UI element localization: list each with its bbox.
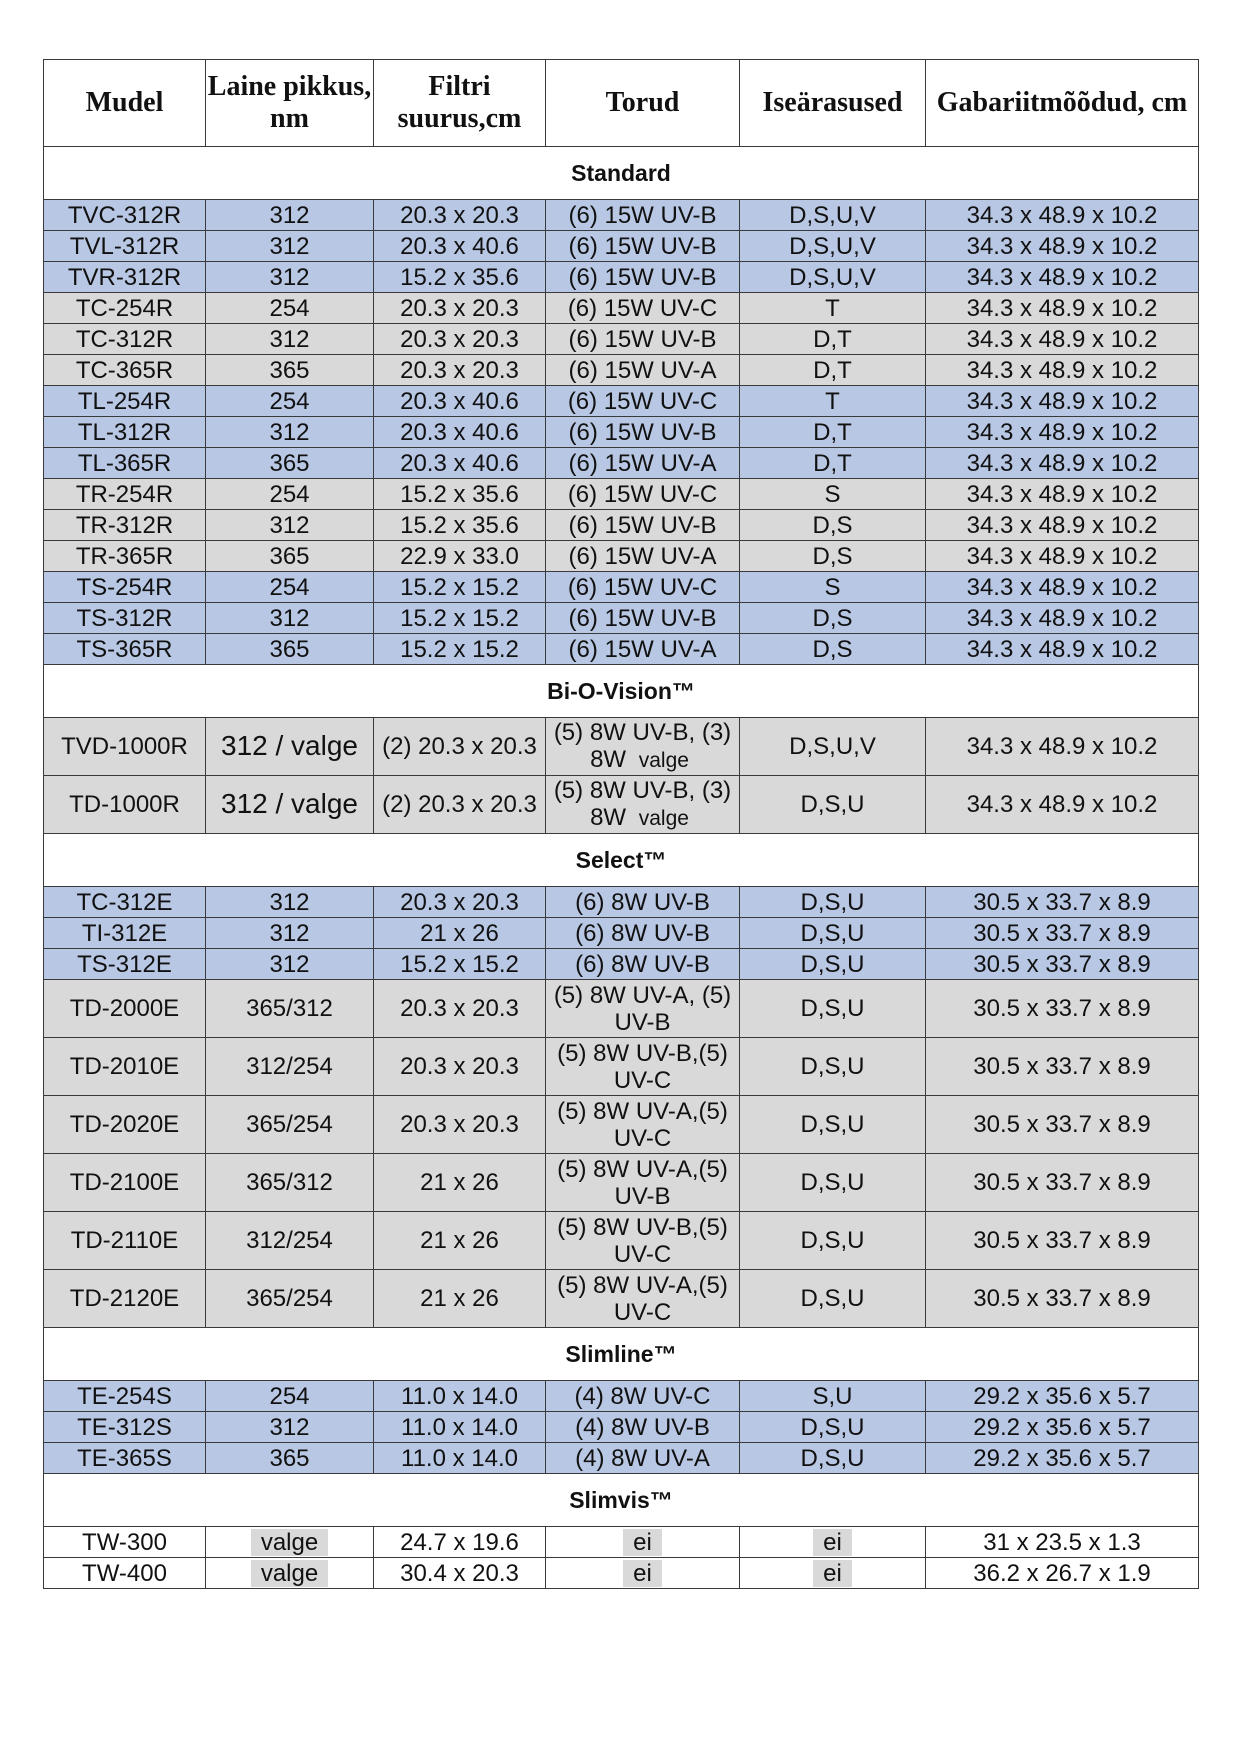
- cell-tubes: (4) 8W UV-B: [546, 1412, 740, 1443]
- cell-features: [740, 1558, 926, 1589]
- cell-dimensions: 34.3 x 48.9 x 10.2: [926, 417, 1199, 448]
- table-row: [44, 1412, 1199, 1443]
- cell-tubes: [546, 1558, 740, 1589]
- cell-model: TW-400: [44, 1558, 206, 1589]
- cell-tubes-value: ei: [623, 1529, 662, 1556]
- cell-wavelength: 254: [206, 1381, 374, 1412]
- cell-model: TVR-312R: [44, 262, 206, 293]
- cell-features: [740, 1527, 926, 1558]
- cell-wavelength: 365: [206, 634, 374, 665]
- table-row: [44, 541, 1199, 572]
- cell-wavelength: 312: [206, 200, 374, 231]
- table-row: [44, 386, 1199, 417]
- cell-filter-size: 20.3 x 40.6: [374, 417, 546, 448]
- cell-features: D,S: [740, 541, 926, 572]
- cell-tubes: (6) 15W UV-B: [546, 200, 740, 231]
- cell-dimensions: 34.3 x 48.9 x 10.2: [926, 262, 1199, 293]
- cell-filter-size: 20.3 x 20.3: [374, 355, 546, 386]
- cell-tubes-highlight: valge: [633, 749, 695, 772]
- cell-model: TVL-312R: [44, 231, 206, 262]
- cell-filter-size: 11.0 x 14.0: [374, 1443, 546, 1474]
- cell-tubes: (6) 15W UV-A: [546, 541, 740, 572]
- cell-model: TE-254S: [44, 1381, 206, 1412]
- section-title: Standard: [44, 147, 1199, 200]
- cell-features: T: [740, 293, 926, 324]
- cell-model: TL-312R: [44, 417, 206, 448]
- cell-wavelength: 365: [206, 355, 374, 386]
- table-row: [44, 1443, 1199, 1474]
- cell-wavelength: 312: [206, 949, 374, 980]
- cell-tubes: (6) 15W UV-B: [546, 324, 740, 355]
- header-features: Iseärasused: [740, 60, 926, 147]
- cell-features: D,S,U,V: [740, 262, 926, 293]
- cell-features: D,S,U: [740, 1038, 926, 1096]
- cell-model: TS-312E: [44, 949, 206, 980]
- cell-filter-size: 24.7 x 19.6: [374, 1527, 546, 1558]
- table-row: [44, 980, 1199, 1038]
- table-row: [44, 262, 1199, 293]
- cell-dimensions: 30.5 x 33.7 x 8.9: [926, 918, 1199, 949]
- cell-features: D,S: [740, 603, 926, 634]
- cell-model: TS-365R: [44, 634, 206, 665]
- cell-dimensions: 34.3 x 48.9 x 10.2: [926, 200, 1199, 231]
- cell-tubes: (6) 15W UV-B: [546, 510, 740, 541]
- cell-tubes: (5) 8W UV-B,(5) UV-C: [546, 1212, 740, 1270]
- cell-filter-size: 15.2 x 35.6: [374, 262, 546, 293]
- header-filter-size: Filtri suurus,cm: [374, 60, 546, 147]
- cell-filter-size: 15.2 x 35.6: [374, 479, 546, 510]
- cell-tubes: (6) 15W UV-B: [546, 417, 740, 448]
- cell-tubes: (5) 8W UV-A, (5) UV-B: [546, 980, 740, 1038]
- cell-dimensions: 29.2 x 35.6 x 5.7: [926, 1412, 1199, 1443]
- table-row: [44, 1381, 1199, 1412]
- cell-dimensions: 31 x 23.5 x 1.3: [926, 1527, 1199, 1558]
- cell-model: TVC-312R: [44, 200, 206, 231]
- cell-tubes: (6) 8W UV-B: [546, 949, 740, 980]
- cell-dimensions: 34.3 x 48.9 x 10.2: [926, 510, 1199, 541]
- table-row: [44, 1154, 1199, 1212]
- cell-filter-size: 11.0 x 14.0: [374, 1381, 546, 1412]
- cell-wavelength-value: valge: [251, 1560, 328, 1587]
- cell-tubes: (5) 8W UV-A,(5) UV-B: [546, 1154, 740, 1212]
- cell-tubes: [546, 718, 740, 776]
- cell-wavelength: 312: [206, 262, 374, 293]
- cell-tubes: (6) 15W UV-C: [546, 293, 740, 324]
- cell-features: D,S,U: [740, 1270, 926, 1328]
- table-row: [44, 634, 1199, 665]
- cell-model: TC-312R: [44, 324, 206, 355]
- cell-wavelength: [206, 776, 374, 834]
- cell-wavelength: 365/254: [206, 1096, 374, 1154]
- cell-features: D,S,U: [740, 980, 926, 1038]
- table-row: [44, 231, 1199, 262]
- cell-tubes: (6) 15W UV-C: [546, 479, 740, 510]
- cell-model: TD-2020E: [44, 1096, 206, 1154]
- cell-dimensions: 34.3 x 48.9 x 10.2: [926, 355, 1199, 386]
- cell-features: D,S,U,V: [740, 231, 926, 262]
- section-header-row: [44, 147, 1199, 200]
- cell-features-value: ei: [813, 1529, 852, 1556]
- cell-features: D,S,U: [740, 776, 926, 834]
- cell-dimensions: 34.3 x 48.9 x 10.2: [926, 324, 1199, 355]
- cell-dimensions: 34.3 x 48.9 x 10.2: [926, 448, 1199, 479]
- cell-filter-size: 30.4 x 20.3: [374, 1558, 546, 1589]
- table-row: [44, 1038, 1199, 1096]
- table-row: [44, 510, 1199, 541]
- cell-wavelength: 365/254: [206, 1270, 374, 1328]
- cell-filter-size: (2) 20.3 x 20.3: [374, 718, 546, 776]
- table-row: [44, 1558, 1199, 1589]
- cell-features-value: ei: [813, 1560, 852, 1587]
- cell-filter-size: 21 x 26: [374, 1154, 546, 1212]
- header-dimensions: Gabariitmõõdud, cm: [926, 60, 1199, 147]
- cell-tubes: [546, 1527, 740, 1558]
- table-row: [44, 572, 1199, 603]
- cell-wavelength: 365: [206, 541, 374, 572]
- cell-wavelength: 365/312: [206, 980, 374, 1038]
- cell-wavelength-value: 312 / valge: [211, 730, 368, 761]
- cell-wavelength: [206, 1558, 374, 1589]
- cell-model: TE-365S: [44, 1443, 206, 1474]
- cell-wavelength: 365: [206, 448, 374, 479]
- table-row: [44, 448, 1199, 479]
- cell-features: D,T: [740, 448, 926, 479]
- cell-tubes-text: (5) 8W UV-B, (3) 8W: [553, 777, 732, 831]
- cell-tubes: (6) 8W UV-B: [546, 887, 740, 918]
- cell-filter-size: 15.2 x 15.2: [374, 603, 546, 634]
- cell-model: TC-312E: [44, 887, 206, 918]
- cell-tubes: (6) 15W UV-B: [546, 231, 740, 262]
- table-row: [44, 324, 1199, 355]
- table-row: [44, 776, 1199, 834]
- cell-model: TD-2010E: [44, 1038, 206, 1096]
- table-row: [44, 479, 1199, 510]
- cell-features: D,S,U: [740, 949, 926, 980]
- cell-filter-size: 20.3 x 20.3: [374, 293, 546, 324]
- cell-wavelength-value: 312 / valge: [211, 788, 368, 819]
- cell-wavelength: 312/254: [206, 1212, 374, 1270]
- cell-tubes: [546, 776, 740, 834]
- cell-features: D,T: [740, 324, 926, 355]
- cell-model: TVD-1000R: [44, 718, 206, 776]
- cell-filter-size: 20.3 x 40.6: [374, 448, 546, 479]
- cell-tubes: (6) 15W UV-A: [546, 634, 740, 665]
- cell-dimensions: 30.5 x 33.7 x 8.9: [926, 887, 1199, 918]
- cell-model: TD-2000E: [44, 980, 206, 1038]
- cell-features: D,S,U: [740, 887, 926, 918]
- cell-dimensions: 30.5 x 33.7 x 8.9: [926, 1212, 1199, 1270]
- cell-wavelength: 365: [206, 1443, 374, 1474]
- cell-tubes-value: ei: [623, 1560, 662, 1587]
- cell-features: D,T: [740, 355, 926, 386]
- cell-model: TC-365R: [44, 355, 206, 386]
- cell-wavelength: 312: [206, 324, 374, 355]
- cell-tubes-highlight: valge: [633, 807, 695, 830]
- cell-wavelength: [206, 718, 374, 776]
- cell-dimensions: 34.3 x 48.9 x 10.2: [926, 231, 1199, 262]
- cell-dimensions: 30.5 x 33.7 x 8.9: [926, 1096, 1199, 1154]
- cell-model: TE-312S: [44, 1412, 206, 1443]
- cell-tubes: (4) 8W UV-C: [546, 1381, 740, 1412]
- cell-filter-size: 21 x 26: [374, 918, 546, 949]
- cell-features: D,T: [740, 417, 926, 448]
- cell-features: D,S,U: [740, 1412, 926, 1443]
- section-title: Bi-O-Vision™: [44, 665, 1199, 718]
- cell-filter-size: 21 x 26: [374, 1270, 546, 1328]
- table-body: [44, 147, 1199, 1589]
- cell-features: D,S: [740, 634, 926, 665]
- cell-tubes: (6) 8W UV-B: [546, 918, 740, 949]
- cell-features: S: [740, 572, 926, 603]
- cell-dimensions: 34.3 x 48.9 x 10.2: [926, 603, 1199, 634]
- table-row: [44, 603, 1199, 634]
- cell-model: TL-365R: [44, 448, 206, 479]
- table-row: [44, 1270, 1199, 1328]
- cell-dimensions: 34.3 x 48.9 x 10.2: [926, 718, 1199, 776]
- cell-features: D,S: [740, 510, 926, 541]
- section-title: Select™: [44, 834, 1199, 887]
- cell-filter-size: 15.2 x 15.2: [374, 572, 546, 603]
- cell-wavelength: 312: [206, 1412, 374, 1443]
- cell-wavelength: 312: [206, 417, 374, 448]
- cell-filter-size: 22.9 x 33.0: [374, 541, 546, 572]
- cell-dimensions: 34.3 x 48.9 x 10.2: [926, 479, 1199, 510]
- cell-features: D,S,U: [740, 1212, 926, 1270]
- cell-wavelength: 365/312: [206, 1154, 374, 1212]
- table-row: [44, 1096, 1199, 1154]
- cell-wavelength: 312: [206, 918, 374, 949]
- cell-tubes: (4) 8W UV-A: [546, 1443, 740, 1474]
- cell-tubes: (5) 8W UV-B,(5) UV-C: [546, 1038, 740, 1096]
- cell-model: TL-254R: [44, 386, 206, 417]
- cell-wavelength: 312: [206, 231, 374, 262]
- cell-model: TI-312E: [44, 918, 206, 949]
- cell-dimensions: 34.3 x 48.9 x 10.2: [926, 776, 1199, 834]
- cell-tubes: (6) 15W UV-C: [546, 572, 740, 603]
- section-title: Slimline™: [44, 1328, 1199, 1381]
- cell-dimensions: 30.5 x 33.7 x 8.9: [926, 949, 1199, 980]
- cell-filter-size: 20.3 x 40.6: [374, 386, 546, 417]
- cell-wavelength: 312/254: [206, 1038, 374, 1096]
- cell-filter-size: 21 x 26: [374, 1212, 546, 1270]
- cell-tubes: (5) 8W UV-A,(5) UV-C: [546, 1270, 740, 1328]
- cell-model: TR-365R: [44, 541, 206, 572]
- cell-filter-size: 15.2 x 35.6: [374, 510, 546, 541]
- cell-features: S: [740, 479, 926, 510]
- header-wavelength: Laine pikkus, nm: [206, 60, 374, 147]
- cell-tubes: (6) 15W UV-A: [546, 355, 740, 386]
- section-header-row: [44, 1328, 1199, 1381]
- cell-features: D,S,U: [740, 1096, 926, 1154]
- table-row: [44, 293, 1199, 324]
- cell-filter-size: (2) 20.3 x 20.3: [374, 776, 546, 834]
- cell-filter-size: 20.3 x 20.3: [374, 887, 546, 918]
- cell-model: TS-312R: [44, 603, 206, 634]
- cell-features: D,S,U: [740, 1443, 926, 1474]
- cell-wavelength-value: valge: [251, 1529, 328, 1556]
- section-header-row: [44, 665, 1199, 718]
- table-row: [44, 417, 1199, 448]
- section-header-row: [44, 834, 1199, 887]
- cell-wavelength: 312: [206, 887, 374, 918]
- cell-wavelength: [206, 1527, 374, 1558]
- table-row: [44, 1527, 1199, 1558]
- cell-wavelength: 254: [206, 479, 374, 510]
- cell-features: D,S,U,V: [740, 718, 926, 776]
- cell-tubes: (6) 15W UV-B: [546, 262, 740, 293]
- cell-dimensions: 36.2 x 26.7 x 1.9: [926, 1558, 1199, 1589]
- cell-filter-size: 11.0 x 14.0: [374, 1412, 546, 1443]
- cell-filter-size: 20.3 x 20.3: [374, 1038, 546, 1096]
- cell-model: TD-2100E: [44, 1154, 206, 1212]
- table-row: [44, 887, 1199, 918]
- cell-features: D,S,U,V: [740, 200, 926, 231]
- cell-tubes: (6) 15W UV-A: [546, 448, 740, 479]
- table-row: [44, 1212, 1199, 1270]
- table-row: [44, 949, 1199, 980]
- cell-model: TR-254R: [44, 479, 206, 510]
- cell-wavelength: 254: [206, 386, 374, 417]
- cell-filter-size: 15.2 x 15.2: [374, 634, 546, 665]
- cell-model: TS-254R: [44, 572, 206, 603]
- cell-filter-size: 20.3 x 20.3: [374, 1096, 546, 1154]
- section-header-row: [44, 1474, 1199, 1527]
- cell-model: TW-300: [44, 1527, 206, 1558]
- cell-filter-size: 15.2 x 15.2: [374, 949, 546, 980]
- cell-dimensions: 30.5 x 33.7 x 8.9: [926, 1270, 1199, 1328]
- cell-model: TD-2120E: [44, 1270, 206, 1328]
- cell-features: T: [740, 386, 926, 417]
- cell-dimensions: 30.5 x 33.7 x 8.9: [926, 1154, 1199, 1212]
- table-row: [44, 718, 1199, 776]
- cell-tubes-text: (5) 8W UV-B, (3) 8W: [553, 719, 732, 773]
- cell-model: TR-312R: [44, 510, 206, 541]
- cell-model: TD-1000R: [44, 776, 206, 834]
- cell-features: D,S,U: [740, 1154, 926, 1212]
- cell-filter-size: 20.3 x 20.3: [374, 200, 546, 231]
- table-row: [44, 355, 1199, 386]
- cell-wavelength: 254: [206, 293, 374, 324]
- header-row: [44, 60, 1199, 147]
- cell-dimensions: 34.3 x 48.9 x 10.2: [926, 541, 1199, 572]
- cell-features: D,S,U: [740, 918, 926, 949]
- cell-dimensions: 29.2 x 35.6 x 5.7: [926, 1381, 1199, 1412]
- cell-tubes: (5) 8W UV-A,(5) UV-C: [546, 1096, 740, 1154]
- cell-wavelength: 312: [206, 510, 374, 541]
- header-tubes: Torud: [546, 60, 740, 147]
- cell-filter-size: 20.3 x 20.3: [374, 980, 546, 1038]
- section-title: Slimvis™: [44, 1474, 1199, 1527]
- table-row: [44, 200, 1199, 231]
- cell-dimensions: 30.5 x 33.7 x 8.9: [926, 980, 1199, 1038]
- cell-filter-size: 20.3 x 20.3: [374, 324, 546, 355]
- table-row: [44, 918, 1199, 949]
- cell-dimensions: 34.3 x 48.9 x 10.2: [926, 634, 1199, 665]
- cell-filter-size: 20.3 x 40.6: [374, 231, 546, 262]
- cell-dimensions: 30.5 x 33.7 x 8.9: [926, 1038, 1199, 1096]
- cell-wavelength: 254: [206, 572, 374, 603]
- cell-tubes: (6) 15W UV-B: [546, 603, 740, 634]
- cell-features: S,U: [740, 1381, 926, 1412]
- cell-tubes: (6) 15W UV-C: [546, 386, 740, 417]
- cell-model: TC-254R: [44, 293, 206, 324]
- product-table: [43, 59, 1199, 1589]
- cell-dimensions: 29.2 x 35.6 x 5.7: [926, 1443, 1199, 1474]
- header-model: Mudel: [44, 60, 206, 147]
- cell-dimensions: 34.3 x 48.9 x 10.2: [926, 386, 1199, 417]
- cell-dimensions: 34.3 x 48.9 x 10.2: [926, 572, 1199, 603]
- cell-model: TD-2110E: [44, 1212, 206, 1270]
- cell-wavelength: 312: [206, 603, 374, 634]
- cell-dimensions: 34.3 x 48.9 x 10.2: [926, 293, 1199, 324]
